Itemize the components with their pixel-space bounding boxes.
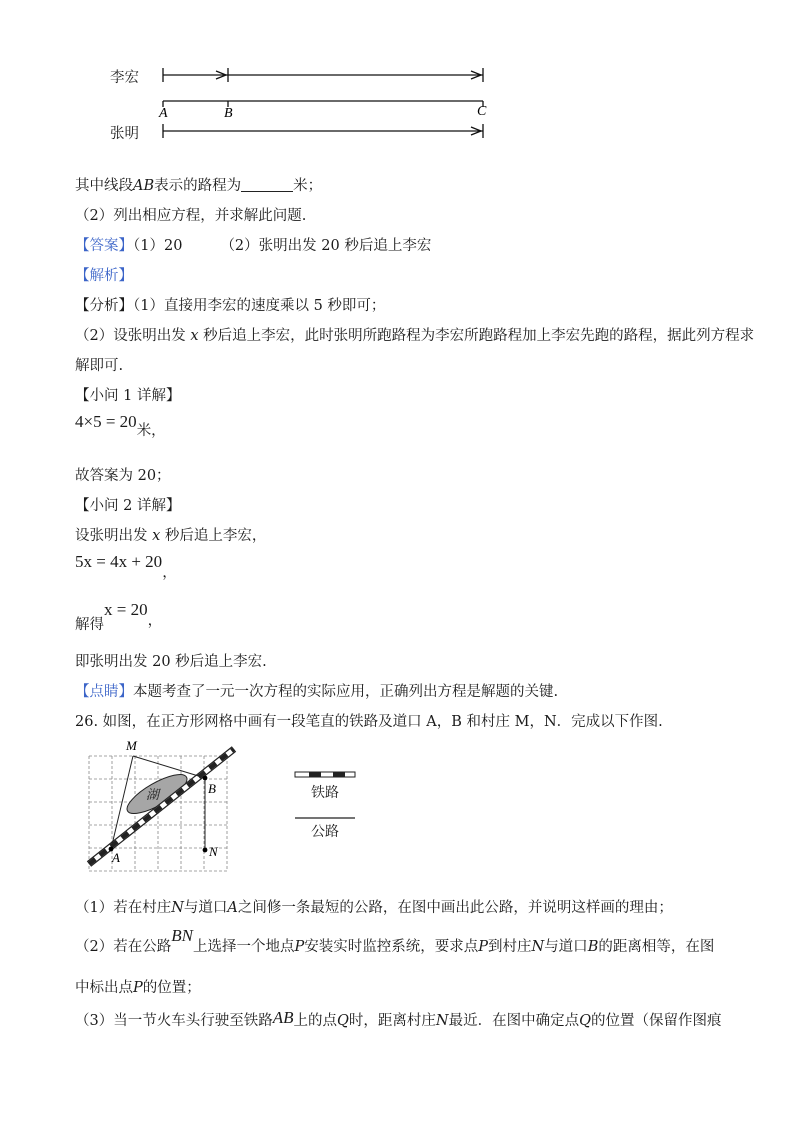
analysis-l2a: （2）设张明出发 bbox=[75, 328, 186, 344]
sub2-sol-comma: ， bbox=[147, 613, 163, 629]
p2-p2: P bbox=[478, 939, 488, 955]
p1-a: （1）若在村庄 bbox=[75, 900, 172, 916]
line-mb bbox=[133, 756, 205, 778]
sub2-solve-prefix: 解得 bbox=[75, 617, 104, 633]
q26-intro: 26. 如图，在正方形网格中画有一段笔直的铁路及道口 A，B 和村庄 M，N．完成以下作图. bbox=[75, 714, 663, 730]
sub2-equation: 5x = 4x + 20 bbox=[75, 552, 163, 571]
legend-railway-dash2 bbox=[333, 772, 345, 777]
p2-b2: B bbox=[587, 939, 599, 955]
p1-c: 之间修一条最短的公路，在图中画出此公路，并说明这样画的理由； bbox=[237, 900, 673, 916]
answer-line bbox=[75, 236, 431, 256]
p2-bn: BN bbox=[171, 926, 193, 945]
p3-a: （3）当一节火车头行驶至铁路 bbox=[75, 1013, 273, 1029]
sub2-header: 【小问 2 详解】 bbox=[75, 498, 181, 514]
analysis-line1 bbox=[75, 296, 385, 316]
q1-ab: AB bbox=[133, 178, 155, 194]
p2-a: （2）若在公路 bbox=[75, 939, 172, 955]
sub2-equation-line bbox=[75, 552, 177, 581]
q26-part2-line2 bbox=[75, 978, 201, 998]
p3-n: N bbox=[435, 1013, 449, 1029]
p2-d: 到村庄 bbox=[488, 939, 532, 955]
legend-railway-symbol bbox=[295, 772, 355, 777]
q26-part3 bbox=[75, 1010, 721, 1031]
sub2-eq-comma: ， bbox=[162, 565, 177, 581]
answer-part1: （1）20 bbox=[133, 238, 183, 254]
sub2-setup-b: 秒后追上李宏， bbox=[164, 528, 267, 544]
p2-l2-p: P bbox=[133, 980, 143, 996]
p2-l2-a: 中标出点 bbox=[75, 980, 133, 996]
legend-railway-dash1 bbox=[309, 772, 321, 777]
sub1-conclusion: 故答案为 20； bbox=[75, 468, 171, 484]
sub1-header: 【小问 1 详解】 bbox=[75, 388, 181, 404]
analysis-tag: 【解析】 bbox=[75, 268, 133, 284]
q26-part2 bbox=[75, 926, 715, 957]
q1-prefix: 其中线段 bbox=[75, 178, 133, 194]
legend-railway-label: 铁路 bbox=[311, 785, 339, 801]
q1-suffix: 米； bbox=[293, 178, 323, 194]
sub2-setup-a: 设张明出发 bbox=[75, 528, 148, 544]
comment-line bbox=[75, 682, 558, 702]
p1-a2: A bbox=[227, 900, 238, 916]
p3-q: Q bbox=[337, 1013, 349, 1029]
grid-diagram bbox=[84, 736, 384, 876]
p2-f: 的距离相等，在图 bbox=[598, 939, 715, 955]
analysis-text1: （1）直接用李宏的速度乘以 5 秒即可； bbox=[133, 298, 386, 314]
q1-middle: 表示的路程为 bbox=[154, 178, 242, 194]
p2-l2-b: 的位置； bbox=[142, 980, 201, 996]
p2-b: 上选择一个地点 bbox=[192, 939, 295, 955]
p3-d: 最近．在图中确定点 bbox=[448, 1013, 580, 1029]
sub2-setup-x: x bbox=[152, 528, 161, 544]
comment-text: 本题考查了一元一次方程的实际应用，正确列出方程是解题的关键. bbox=[133, 684, 559, 700]
answer-blank bbox=[241, 177, 293, 192]
p2-p: P bbox=[294, 939, 305, 955]
point-b bbox=[203, 776, 208, 781]
p3-c: 时，距离村庄 bbox=[348, 1013, 436, 1029]
sub2-solve-line bbox=[75, 600, 163, 633]
p2-n: N bbox=[531, 939, 545, 955]
label-a-grid: A bbox=[112, 850, 120, 865]
sub1-unit: 米， bbox=[136, 423, 166, 439]
analysis-line3: 解即可. bbox=[75, 358, 124, 374]
analysis-l2x: x bbox=[190, 328, 199, 344]
sub2-setup bbox=[75, 526, 266, 546]
analysis-line2 bbox=[75, 326, 754, 346]
point-n bbox=[203, 848, 208, 853]
p2-c: 安装实时监控系统，要求点 bbox=[304, 939, 479, 955]
analysis-label: 【分析】 bbox=[75, 298, 133, 314]
label-b-grid: B bbox=[208, 781, 216, 796]
legend-road-label: 公路 bbox=[311, 824, 339, 840]
p1-n: N bbox=[171, 900, 184, 916]
label-m: M bbox=[126, 738, 137, 753]
q1-line bbox=[75, 176, 322, 196]
p3-b: 上的点 bbox=[293, 1013, 338, 1029]
analysis-l2b: 秒后追上李宏，此时张明所跑路程为李宏所跑路程加上李宏先跑的路程，据此列方程求 bbox=[203, 328, 755, 344]
zhangming-label: 张明 bbox=[110, 126, 139, 142]
sub2-solution: x = 20 bbox=[104, 600, 148, 619]
label-c: C bbox=[477, 104, 487, 119]
lihong-label: 李宏 bbox=[110, 70, 139, 86]
p1-b: 与道口 bbox=[183, 900, 228, 916]
label-n: N bbox=[209, 844, 218, 859]
label-a: A bbox=[159, 106, 168, 121]
p2-e: 与道口 bbox=[544, 939, 588, 955]
label-b: B bbox=[224, 106, 233, 121]
segment-diagram-svg bbox=[110, 55, 510, 155]
q2-line: （2）列出相应方程，并求解此问题. bbox=[75, 208, 307, 224]
sub2-conclusion: 即张明出发 20 秒后追上李宏. bbox=[75, 654, 267, 670]
p3-ab: AB bbox=[272, 1008, 294, 1027]
segment-diagram bbox=[110, 55, 510, 155]
grid-diagram-svg bbox=[84, 736, 384, 876]
sub1-formula-line bbox=[75, 412, 166, 439]
p3-e: 的位置（保留作图痕 bbox=[590, 1013, 722, 1029]
p3-q2: Q bbox=[579, 1013, 591, 1029]
lake-label: 湖 bbox=[146, 787, 160, 802]
answer-tag: 【答案】 bbox=[75, 238, 133, 254]
sub1-formula: 4×5 = 20 bbox=[75, 412, 137, 431]
comment-tag: 【点睛】 bbox=[75, 684, 133, 700]
answer-part2: （2）张明出发 20 秒后追上李宏 bbox=[220, 238, 432, 254]
q26-part1 bbox=[75, 898, 673, 918]
